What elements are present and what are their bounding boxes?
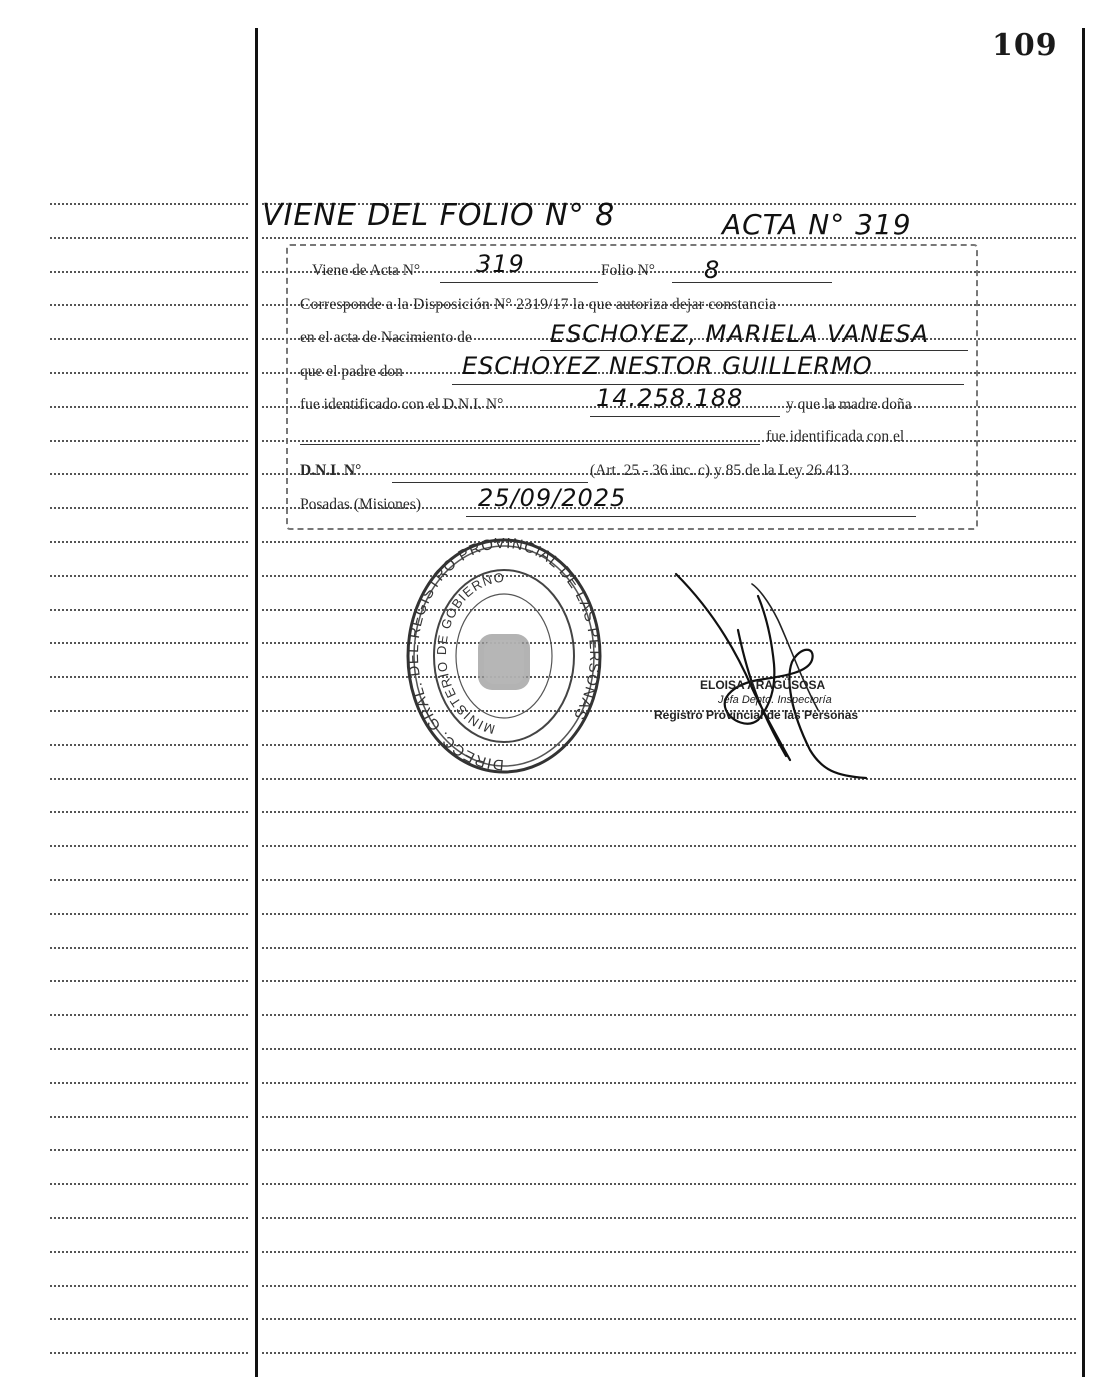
ruled-line-main (262, 1251, 1076, 1253)
ruled-line-left (50, 203, 248, 205)
ruled-line-left (50, 642, 248, 644)
seal-inner-text: MINISTERIO DE GOBIERNO (433, 569, 506, 738)
ruled-line-left (50, 338, 248, 340)
ruled-line-left (50, 1217, 248, 1219)
signatory-office: Registro Provincial de las Personas (654, 708, 859, 722)
stamp-child-name: ESCHOYEZ, MARIELA VANESA (550, 320, 930, 348)
ruled-line-main (262, 541, 1076, 543)
ruled-line-left (50, 913, 248, 915)
stamp-line6: fue identificada con el (766, 428, 905, 445)
stamp-line5-label: fue identificado con el D.N.I. N° (300, 396, 504, 413)
ruled-line-left (50, 710, 248, 712)
ruled-line-left (50, 473, 248, 475)
ruled-line-main (262, 237, 1076, 239)
ruled-line-main (262, 1116, 1076, 1118)
stamp-line7-label: D.N.I. N° (300, 462, 362, 479)
ruled-line-left (50, 1082, 248, 1084)
ruled-line-left (50, 304, 248, 306)
stamp-line3-label: en el acta de Nacimiento de (300, 329, 472, 346)
ruled-line-left (50, 811, 248, 813)
stamp-line7-suffix: (Art. 25 - 36 inc. c) y 85 de la Ley 26.413 (590, 462, 850, 479)
ruled-line-main (262, 1014, 1076, 1016)
ruled-line-main (262, 913, 1076, 915)
ruled-line-left (50, 575, 248, 577)
ruled-line-left (50, 980, 248, 982)
ruled-line-left (50, 947, 248, 949)
ruled-line-left (50, 879, 248, 881)
ruled-line-left (50, 1318, 248, 1320)
stamp-folio-value: 8 (704, 256, 721, 284)
ruled-line-main (262, 1352, 1076, 1354)
ruled-line-left (50, 676, 248, 678)
ruled-line-left (50, 1285, 248, 1287)
ruled-line-left (50, 406, 248, 408)
ruled-line-main (262, 1149, 1076, 1151)
stamp-line5-suffix: y que la madre doña (786, 396, 912, 413)
official-seal-icon (404, 538, 604, 778)
signatory-name: ELOISA ARAGÜSOSA (700, 678, 826, 692)
ruled-line-main (262, 1082, 1076, 1084)
ruled-line-left (50, 1183, 248, 1185)
ruled-line-left (50, 609, 248, 611)
signatory-title: Jefa Depto. Inspectoría (718, 694, 832, 706)
ruled-line-main (262, 1285, 1076, 1287)
handwritten-heading-right: ACTA N° 319 (722, 208, 912, 241)
ruled-line-left (50, 778, 248, 780)
stamp-folio-label: Folio N° (601, 262, 656, 279)
ruled-line-main (262, 1183, 1076, 1185)
ruled-line-left (50, 440, 248, 442)
ruled-line-left (50, 1048, 248, 1050)
ruled-line-main (262, 879, 1076, 881)
ruled-line-main (262, 1048, 1076, 1050)
folio-number: 109 (992, 28, 1058, 63)
stamp-line4-label: que el padre don (300, 363, 403, 380)
stamp-line8-label: Posadas (Misiones) (300, 496, 421, 513)
stamp-line1-label: Viene de Acta N° (312, 262, 421, 279)
ruled-line-main (262, 845, 1076, 847)
margin-rule-left (255, 28, 258, 1377)
signature-icon (640, 560, 900, 790)
ruled-line-left (50, 1116, 248, 1118)
ruled-line-left (50, 541, 248, 543)
ruled-line-main (262, 947, 1076, 949)
margin-rule-right (1082, 28, 1085, 1377)
ruled-line-left (50, 271, 248, 273)
ruled-line-left (50, 1352, 248, 1354)
ruled-line-left (50, 237, 248, 239)
ruled-line-left (50, 1014, 248, 1016)
ruled-line-main (262, 1318, 1076, 1320)
seal-outer-text: DIRECC. GRAL. DEL REGISTRO PROVINCIAL DE LAS PERSONAS (404, 538, 604, 774)
ruled-line-left (50, 372, 248, 374)
ruled-line-left (50, 845, 248, 847)
ruled-line-main (262, 1217, 1076, 1219)
stamp-acta-value: 319 (476, 250, 525, 278)
ruled-line-main (262, 980, 1076, 982)
handwritten-heading-left: VIENE DEL FOLIO N° 8 (262, 198, 616, 233)
ruled-line-left (50, 1251, 248, 1253)
stamp-father-name: ESCHOYEZ NESTOR GUILLERMO (462, 352, 873, 380)
stamp-father-dni: 14.258.188 (596, 384, 744, 412)
ruled-line-left (50, 1149, 248, 1151)
ruled-line-main (262, 811, 1076, 813)
stamp-date: 25/09/2025 (478, 484, 627, 512)
stamp-line2: Corresponde a la Disposición N° 2319/17 la que autoriza dejar constancia (300, 296, 777, 313)
ruled-line-left (50, 744, 248, 746)
ruled-line-left (50, 507, 248, 509)
